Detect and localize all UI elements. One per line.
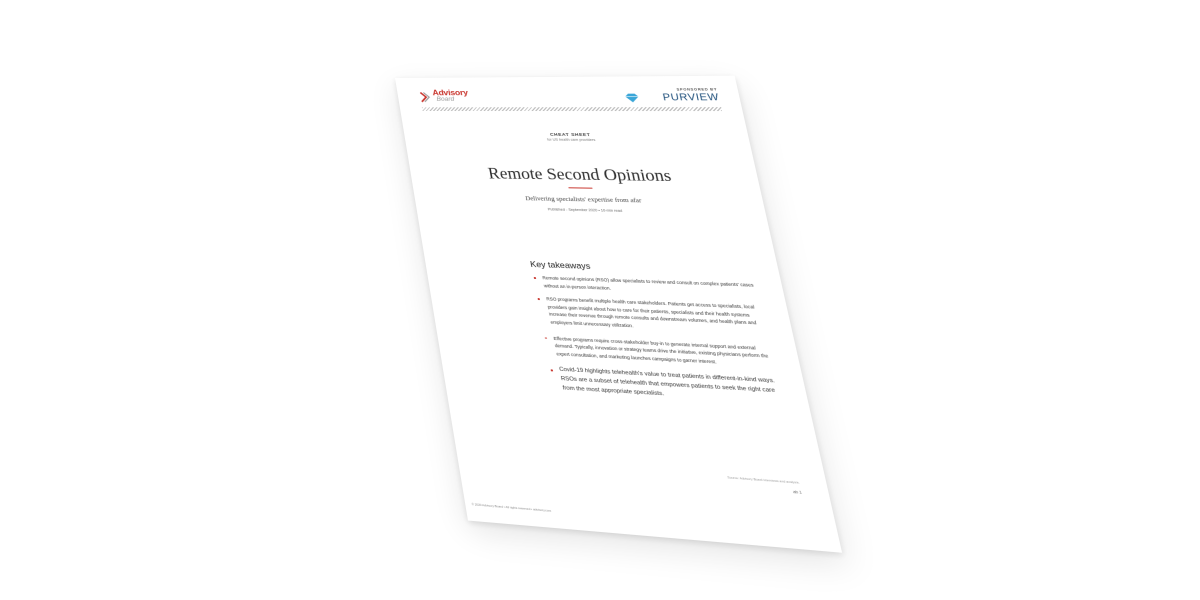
logo-brand-line-1: Advisory — [431, 87, 469, 98]
logo-brand-line-2: Board — [436, 96, 455, 103]
sponsor-name: PURVIEW — [661, 92, 721, 104]
header-divider — [422, 107, 722, 111]
title-divider — [568, 187, 592, 188]
document-subtitle: Delivering specialists' expertise from afar — [524, 195, 643, 205]
document-meta: Published - September 2020 • 10-min read — [547, 207, 623, 213]
bullet-icon — [534, 277, 536, 279]
takeaway-text: RSO programs benefit multiple health care stakeholders. Patients get access to specialists, local providers gain insight about how to care for their patients, specialists and their health systems increase their revenue through remote consults and downstream volumes, and health plans and employers limit unnecessary utilization. — [545, 296, 757, 329]
document-audience: for US health care providers — [546, 137, 596, 142]
purview-logo — [618, 92, 721, 104]
purview-diamond-icon — [625, 94, 640, 103]
page-number: ab 1 — [792, 489, 803, 495]
takeaway-text: Covid-19 highlights telehealth's value to treat patients in different-in-kind ways. RSOs are a subset of telehealth that empowers patients to seek the right care from the most appropriate specialists. — [558, 367, 776, 398]
page-header — [419, 87, 724, 116]
takeaway-text: Remote second opinions (RSO) allow specialists to review and consult on complex patients' cases without an in-person interaction. — [541, 275, 754, 291]
takeaway-item — [532, 274, 761, 298]
key-takeaways-section — [529, 260, 787, 416]
bullet-icon — [551, 370, 553, 372]
takeaways-list — [532, 274, 785, 407]
document-page — [395, 76, 842, 553]
source-note: Source: Advisory Board interviews and analysis. — [726, 475, 801, 485]
footer-copyright: © 2020 Advisory Board • All rights reserved • advisory.com — [471, 502, 552, 513]
bullet-icon — [545, 337, 547, 339]
bullet-icon — [538, 298, 540, 300]
advisory-board-logo — [419, 89, 494, 110]
document-title: Remote Second Opinions — [486, 164, 673, 185]
takeaway-item — [536, 295, 770, 336]
document-eyebrow: CHEAT SHEET — [549, 132, 591, 138]
sponsored-by-label: SPONSORED BY — [676, 87, 718, 92]
takeaway-item — [543, 334, 777, 369]
takeaway-item — [549, 365, 785, 406]
takeaway-text: Effective programs require cross-stakeholder buy-in to generate internal support and external demand. Typically, innovation or strategy teams drive the initiative, existing physicians perform the expert consultation, and marketing launches campaigns to garner interest. — [553, 335, 769, 365]
takeaways-heading: Key takeaways — [529, 259, 592, 271]
